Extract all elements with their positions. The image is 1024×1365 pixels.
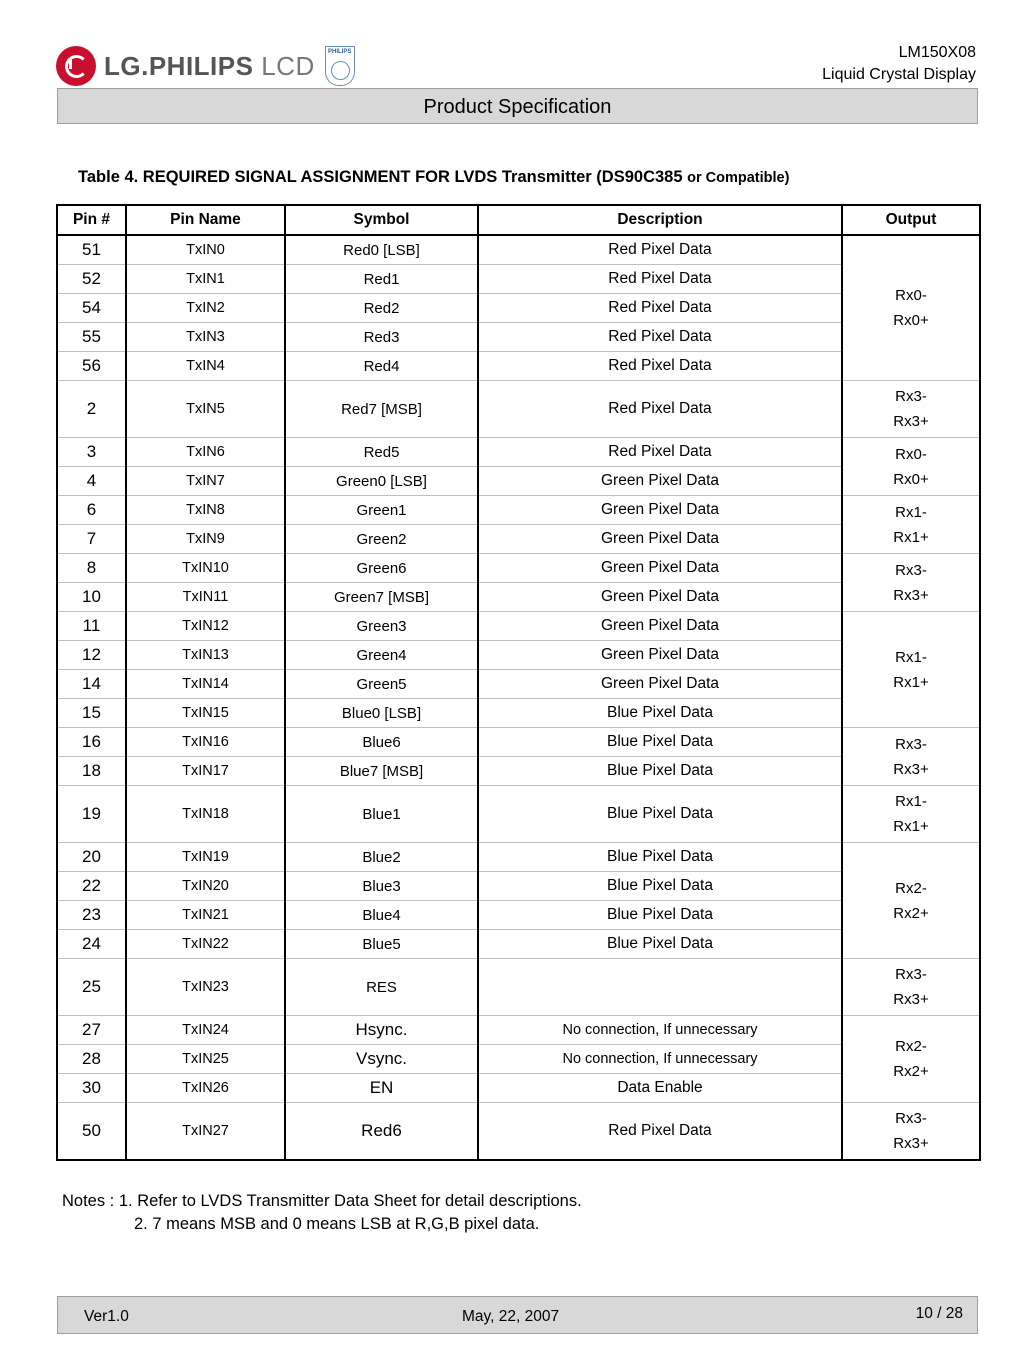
signal-description: Green Pixel Data <box>478 583 842 612</box>
table-row <box>57 352 980 381</box>
output-pair <box>842 235 980 381</box>
pin-number: 11 <box>57 612 126 641</box>
page-footer <box>57 1296 978 1334</box>
table-row <box>57 930 980 959</box>
signal-symbol: Blue7 [MSB] <box>285 757 478 786</box>
pin-name: TxIN13 <box>126 641 285 670</box>
table-row <box>57 583 980 612</box>
signal-symbol: Green6 <box>285 554 478 583</box>
pin-number: 23 <box>57 901 126 930</box>
output-pair <box>842 728 980 786</box>
table-header-row <box>57 205 980 235</box>
signal-description: Blue Pixel Data <box>478 901 842 930</box>
output-positive: Rx1+ <box>893 818 929 835</box>
pin-number: 30 <box>57 1074 126 1103</box>
table-row <box>57 265 980 294</box>
pin-number: 54 <box>57 294 126 323</box>
lg-face-icon <box>56 46 96 86</box>
signal-description: Red Pixel Data <box>478 294 842 323</box>
table-row <box>57 959 980 1016</box>
col-header-pin: Pin # <box>57 205 126 235</box>
table-body <box>57 235 980 1160</box>
signal-symbol: Green2 <box>285 525 478 554</box>
signal-symbol: Green0 [LSB] <box>285 467 478 496</box>
pin-number: 50 <box>57 1103 126 1161</box>
output-negative: Rx0- <box>895 287 927 304</box>
pin-name: TxIN1 <box>126 265 285 294</box>
pin-number: 18 <box>57 757 126 786</box>
pin-number: 55 <box>57 323 126 352</box>
output-negative: Rx2- <box>895 879 927 897</box>
pin-name: TxIN4 <box>126 352 285 381</box>
signal-description: Red Pixel Data <box>478 381 842 438</box>
col-header-output: Output <box>842 205 980 235</box>
pin-number: 28 <box>57 1045 126 1074</box>
table-row <box>57 699 980 728</box>
output-positive: Rx0+ <box>893 312 929 329</box>
pin-number: 3 <box>57 438 126 467</box>
pin-name: TxIN27 <box>126 1103 285 1161</box>
table-row <box>57 467 980 496</box>
signal-description: No connection, If unnecessary <box>478 1045 842 1074</box>
table-row <box>57 381 980 438</box>
output-positive: Rx3+ <box>893 1135 929 1152</box>
signal-description: Green Pixel Data <box>478 467 842 496</box>
table-row <box>57 1045 980 1074</box>
pin-number: 51 <box>57 235 126 265</box>
pin-name: TxIN18 <box>126 786 285 843</box>
pin-name: TxIN26 <box>126 1074 285 1103</box>
table-row <box>57 757 980 786</box>
signal-description: Red Pixel Data <box>478 323 842 352</box>
table-row <box>57 438 980 467</box>
signal-description: Red Pixel Data <box>478 265 842 294</box>
pin-name: TxIN23 <box>126 959 285 1016</box>
page-title: Product Specification <box>57 88 978 124</box>
output-negative: Rx1- <box>895 503 927 521</box>
signal-symbol: Blue5 <box>285 930 478 959</box>
output-pair <box>842 786 980 843</box>
signal-symbol: EN <box>285 1074 478 1103</box>
table-row <box>57 554 980 583</box>
output-pair <box>842 1016 980 1103</box>
table-row <box>57 872 980 901</box>
output-positive: Rx3+ <box>893 586 929 604</box>
pin-name: TxIN7 <box>126 467 285 496</box>
signal-description: Blue Pixel Data <box>478 699 842 728</box>
output-pair <box>842 843 980 959</box>
table-row <box>57 641 980 670</box>
output-negative: Rx3- <box>895 966 927 983</box>
output-positive: Rx3+ <box>893 991 929 1008</box>
table-row <box>57 496 980 525</box>
pin-name: TxIN8 <box>126 496 285 525</box>
signal-symbol: Blue2 <box>285 843 478 872</box>
pin-number: 19 <box>57 786 126 843</box>
pin-number: 14 <box>57 670 126 699</box>
brand-name: LG.PHILIPS LCD <box>104 51 315 82</box>
pin-number: 24 <box>57 930 126 959</box>
signal-symbol: Blue1 <box>285 786 478 843</box>
output-negative: Rx1- <box>895 648 927 666</box>
output-negative: Rx3- <box>895 1110 927 1127</box>
output-positive: Rx2+ <box>893 1063 929 1080</box>
pin-number: 10 <box>57 583 126 612</box>
signal-description: Blue Pixel Data <box>478 786 842 843</box>
note-1: Notes : 1. Refer to LVDS Transmitter Data Sheet for detail descriptions. <box>62 1192 582 1210</box>
pin-name: TxIN24 <box>126 1016 285 1045</box>
pin-number: 2 <box>57 381 126 438</box>
philips-shield-icon: PHILIPS <box>325 46 355 86</box>
pin-number: 27 <box>57 1016 126 1045</box>
output-negative: Rx3- <box>895 388 927 405</box>
output-negative: Rx0- <box>895 445 927 463</box>
pin-number: 56 <box>57 352 126 381</box>
table-row <box>57 612 980 641</box>
table-row <box>57 786 980 843</box>
signal-symbol: Red6 <box>285 1103 478 1161</box>
signal-description: Green Pixel Data <box>478 554 842 583</box>
pin-name: TxIN20 <box>126 872 285 901</box>
signal-description: Green Pixel Data <box>478 525 842 554</box>
pin-name: TxIN19 <box>126 843 285 872</box>
signal-symbol: Green5 <box>285 670 478 699</box>
document-identifier <box>822 42 976 86</box>
pin-number: 52 <box>57 265 126 294</box>
model-number: LM150X08 <box>898 44 976 61</box>
notes <box>62 1190 582 1236</box>
signal-symbol: Red1 <box>285 265 478 294</box>
pin-name: TxIN21 <box>126 901 285 930</box>
output-positive: Rx2+ <box>893 904 929 922</box>
signal-description: Blue Pixel Data <box>478 872 842 901</box>
signal-description: Red Pixel Data <box>478 235 842 265</box>
pin-number: 22 <box>57 872 126 901</box>
signal-symbol: Green3 <box>285 612 478 641</box>
pin-number: 8 <box>57 554 126 583</box>
pin-name: TxIN5 <box>126 381 285 438</box>
date-label: May, 22, 2007 <box>462 1308 560 1325</box>
output-negative: Rx2- <box>895 1038 927 1055</box>
output-pair <box>842 554 980 612</box>
pin-name: TxIN12 <box>126 612 285 641</box>
signal-symbol: Red7 [MSB] <box>285 381 478 438</box>
signal-description <box>478 959 842 1016</box>
signal-symbol: Vsync. <box>285 1045 478 1074</box>
table-row <box>57 235 980 265</box>
pin-name: TxIN22 <box>126 930 285 959</box>
pin-name: TxIN6 <box>126 438 285 467</box>
output-pair <box>842 959 980 1016</box>
col-header-symbol: Symbol <box>285 205 478 235</box>
table-row <box>57 294 980 323</box>
pin-number: 12 <box>57 641 126 670</box>
signal-symbol: Red0 [LSB] <box>285 235 478 265</box>
output-positive: Rx1+ <box>893 528 929 546</box>
signal-description: Red Pixel Data <box>478 352 842 381</box>
pin-name: TxIN3 <box>126 323 285 352</box>
signal-description: Blue Pixel Data <box>478 728 842 757</box>
col-header-description: Description <box>478 205 842 235</box>
version-label: Ver1.0 <box>84 1308 129 1325</box>
signal-description: Red Pixel Data <box>478 438 842 467</box>
signal-description: Green Pixel Data <box>478 670 842 699</box>
pin-name: TxIN15 <box>126 699 285 728</box>
signal-symbol: Blue0 [LSB] <box>285 699 478 728</box>
pin-name: TxIN14 <box>126 670 285 699</box>
note-2: 2. 7 means MSB and 0 means LSB at R,G,B pixel data. <box>134 1215 540 1233</box>
signal-description: Blue Pixel Data <box>478 843 842 872</box>
signal-symbol: Green7 [MSB] <box>285 583 478 612</box>
table-row <box>57 843 980 872</box>
pin-name: TxIN25 <box>126 1045 285 1074</box>
output-negative: Rx1- <box>895 793 927 810</box>
signal-symbol: Green1 <box>285 496 478 525</box>
signal-symbol: Hsync. <box>285 1016 478 1045</box>
pin-number: 4 <box>57 467 126 496</box>
pin-number: 16 <box>57 728 126 757</box>
col-header-pin-name: Pin Name <box>126 205 285 235</box>
pin-number: 25 <box>57 959 126 1016</box>
signal-symbol: RES <box>285 959 478 1016</box>
table-row <box>57 1016 980 1045</box>
table-row <box>57 1103 980 1161</box>
output-negative: Rx3- <box>895 735 927 753</box>
signal-symbol: Green4 <box>285 641 478 670</box>
table-row <box>57 728 980 757</box>
signal-symbol: Red5 <box>285 438 478 467</box>
signal-description: Green Pixel Data <box>478 612 842 641</box>
output-pair <box>842 1103 980 1161</box>
pin-name: TxIN11 <box>126 583 285 612</box>
signal-symbol: Blue4 <box>285 901 478 930</box>
product-type: Liquid Crystal Display <box>822 66 976 83</box>
output-pair <box>842 612 980 728</box>
output-positive: Rx0+ <box>893 470 929 488</box>
signal-symbol: Red2 <box>285 294 478 323</box>
output-negative: Rx3- <box>895 561 927 579</box>
signal-description: No connection, If unnecessary <box>478 1016 842 1045</box>
pin-number: 6 <box>57 496 126 525</box>
pin-name: TxIN2 <box>126 294 285 323</box>
table-caption: Table 4. REQUIRED SIGNAL ASSIGNMENT FOR LVDS Transmitter (DS90C385 or Compatible) <box>78 168 790 186</box>
page-number: 10 / 28 <box>915 1305 963 1322</box>
signal-description: Green Pixel Data <box>478 641 842 670</box>
company-logo <box>56 44 355 88</box>
signal-description: Red Pixel Data <box>478 1103 842 1161</box>
signal-description: Blue Pixel Data <box>478 930 842 959</box>
signal-description: Green Pixel Data <box>478 496 842 525</box>
signal-symbol: Red4 <box>285 352 478 381</box>
table-row <box>57 525 980 554</box>
pin-name: TxIN17 <box>126 757 285 786</box>
output-positive: Rx3+ <box>893 760 929 778</box>
signal-symbol: Blue6 <box>285 728 478 757</box>
pin-name: TxIN16 <box>126 728 285 757</box>
signal-description: Data Enable <box>478 1074 842 1103</box>
table-row <box>57 323 980 352</box>
output-pair <box>842 381 980 438</box>
output-positive: Rx3+ <box>893 413 929 430</box>
pin-number: 20 <box>57 843 126 872</box>
table-row <box>57 901 980 930</box>
pin-number: 15 <box>57 699 126 728</box>
signal-description: Blue Pixel Data <box>478 757 842 786</box>
pin-name: TxIN0 <box>126 235 285 265</box>
pin-name: TxIN10 <box>126 554 285 583</box>
signal-symbol: Red3 <box>285 323 478 352</box>
pin-number: 7 <box>57 525 126 554</box>
signal-assignment-table <box>56 204 981 1161</box>
output-positive: Rx1+ <box>893 673 929 691</box>
signal-symbol: Blue3 <box>285 872 478 901</box>
output-pair <box>842 496 980 554</box>
pin-name: TxIN9 <box>126 525 285 554</box>
table-row <box>57 1074 980 1103</box>
table-row <box>57 670 980 699</box>
output-pair <box>842 438 980 496</box>
